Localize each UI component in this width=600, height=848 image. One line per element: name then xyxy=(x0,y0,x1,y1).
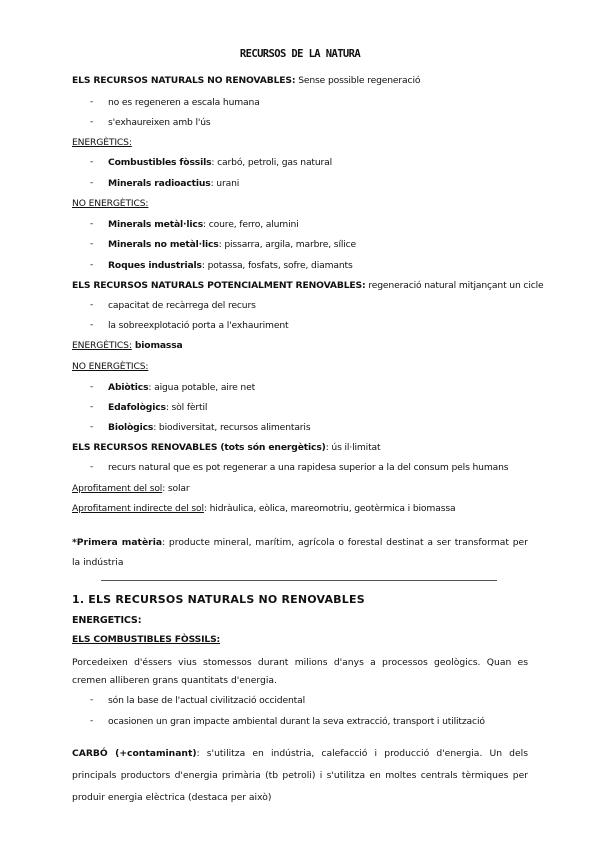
direct-sun-label: Aprofitament del sol xyxy=(72,483,163,494)
indirect-sun-line xyxy=(72,503,455,515)
heading-rest: Sense possible regeneració xyxy=(295,75,421,86)
bullet-dash: - xyxy=(90,462,94,472)
item-rest: : aigua potable, aire net xyxy=(148,382,256,393)
item-bold: Biològics xyxy=(108,422,154,433)
coal-rest: : s'utilitza en indústria, calefacció i producció d'energia. Un dels principals productors d'energia primària (tb petroli) i s'utilitza en moltes centrals tèrmiques per produir energia elèctrica (destaca per això) xyxy=(72,748,528,803)
list-item xyxy=(108,157,332,169)
item-rest: : sòl fèrtil xyxy=(165,402,208,413)
note-rest: : producte mineral, marítim, agrícola o forestal destinat a ser transformat per la indústria xyxy=(72,537,528,568)
item-rest: : biodiversitat, recursos alimentaris xyxy=(153,422,311,433)
list-item xyxy=(108,382,255,394)
bullet-dash: - xyxy=(90,320,94,330)
list-item: ocasionen un gran impacte ambiental durant la seva extracció, transport i utilització xyxy=(108,716,485,727)
heading-bold: ELS RECURSOS NATURALS POTENCIALMENT RENOVABLES: xyxy=(72,280,366,291)
list-item: no es regeneren a escala humana xyxy=(108,97,260,108)
section-heading: 1. ELS RECURSOS NATURALS NO RENOVABLES xyxy=(72,593,365,606)
list-item: la sobreexplotació porta a l'exhauriment xyxy=(108,320,289,331)
bullet-dash: - xyxy=(90,117,94,127)
bullet-dash: - xyxy=(90,260,94,270)
item-bold: Combustibles fòssils xyxy=(108,157,212,168)
item-rest: : urani xyxy=(210,178,240,189)
list-item xyxy=(108,260,353,272)
note-bold: *Primera matèria xyxy=(72,537,163,548)
item-bold: Abiòtics xyxy=(108,382,149,393)
item-bold: Minerals no metàl·lics xyxy=(108,239,219,250)
bullet-dash: - xyxy=(90,178,94,188)
list-item: recurs natural que es pot regenerar a una rapidesa superior a la del consum pels humans xyxy=(108,462,509,473)
heading-bold: ELS RECURSOS RENOVABLES (tots són energètics) xyxy=(72,442,326,453)
direct-sun-line xyxy=(72,483,190,495)
item-bold: Minerals metàl·lics xyxy=(108,219,204,230)
heading-rest: : ús il·limitat xyxy=(325,442,381,453)
energetics-value: biomassa xyxy=(131,340,183,351)
bullet-dash: - xyxy=(90,239,94,249)
bullet-dash: - xyxy=(90,382,94,392)
energetics-line xyxy=(72,340,183,352)
bullet-dash: - xyxy=(90,97,94,107)
bullet-dash: - xyxy=(90,219,94,229)
item-bold: Minerals radioactius xyxy=(108,178,211,189)
list-item xyxy=(108,422,310,434)
item-bold: Edafològics xyxy=(108,402,166,413)
list-item xyxy=(108,239,356,251)
bullet-dash: - xyxy=(90,422,94,432)
page-title: RECURSOS DE LA NATURA xyxy=(239,48,361,60)
indirect-sun-label: Aprofitament indirecte del sol xyxy=(72,503,204,514)
coal-paragraph xyxy=(72,743,528,809)
energetics-label: ENERGÈTICS: xyxy=(72,340,132,351)
indirect-sun-value: : hidràulica, eòlica, mareomotriu, geotèrmica i biomassa xyxy=(203,503,456,514)
no-energetics-label: NO ENERGÈTICS: xyxy=(72,361,149,372)
list-item: són la base de l'actual civilització occidental xyxy=(108,695,305,706)
subheading-energetics: ENERGETICS: xyxy=(72,615,142,626)
list-item xyxy=(108,219,299,231)
potentially-renewable-heading xyxy=(72,280,544,292)
list-item xyxy=(108,402,207,414)
item-rest: : carbó, petroli, gas natural xyxy=(211,157,333,168)
bullet-dash: - xyxy=(90,300,94,310)
bullet-dash: - xyxy=(90,695,94,705)
coal-bold: CARBÓ (+contaminant) xyxy=(72,748,197,759)
raw-material-note xyxy=(72,533,528,573)
fossil-fuels-paragraph: Porcedeixen d'éssers vius stomessos durant milions d'anys a processos geològics. Quan es cremen alliberen grans quantitats d'energia. xyxy=(72,657,528,686)
bullet-dash: - xyxy=(90,402,94,412)
energetics-label: ENERGÈTICS: xyxy=(72,137,132,148)
item-rest: : pissarra, argila, marbre, sílice xyxy=(218,239,357,250)
subheading-fossil-fuels: ELS COMBUSTIBLES FÒSSILS: xyxy=(72,634,221,645)
item-rest: : potassa, fosfats, sofre, diamants xyxy=(201,260,353,271)
item-bold: Roques industrials xyxy=(108,260,202,271)
list-item xyxy=(108,178,239,190)
list-item: s'exhaureixen amb l'ús xyxy=(108,117,211,128)
renewable-heading xyxy=(72,442,380,454)
nonrenewable-heading xyxy=(72,75,420,87)
list-item: capacitat de recàrrega del recurs xyxy=(108,300,256,311)
heading-bold: ELS RECURSOS NATURALS NO RENOVABLES: xyxy=(72,75,296,86)
direct-sun-value: : solar xyxy=(162,483,190,494)
no-energetics-label: NO ENERGÈTICS: xyxy=(72,198,149,209)
bullet-dash: - xyxy=(90,716,94,726)
horizontal-divider xyxy=(101,580,497,581)
item-rest: : coure, ferro, alumini xyxy=(203,219,299,230)
heading-rest: regeneració natural mitjançant un cicle xyxy=(365,280,544,291)
bullet-dash: - xyxy=(90,157,94,167)
